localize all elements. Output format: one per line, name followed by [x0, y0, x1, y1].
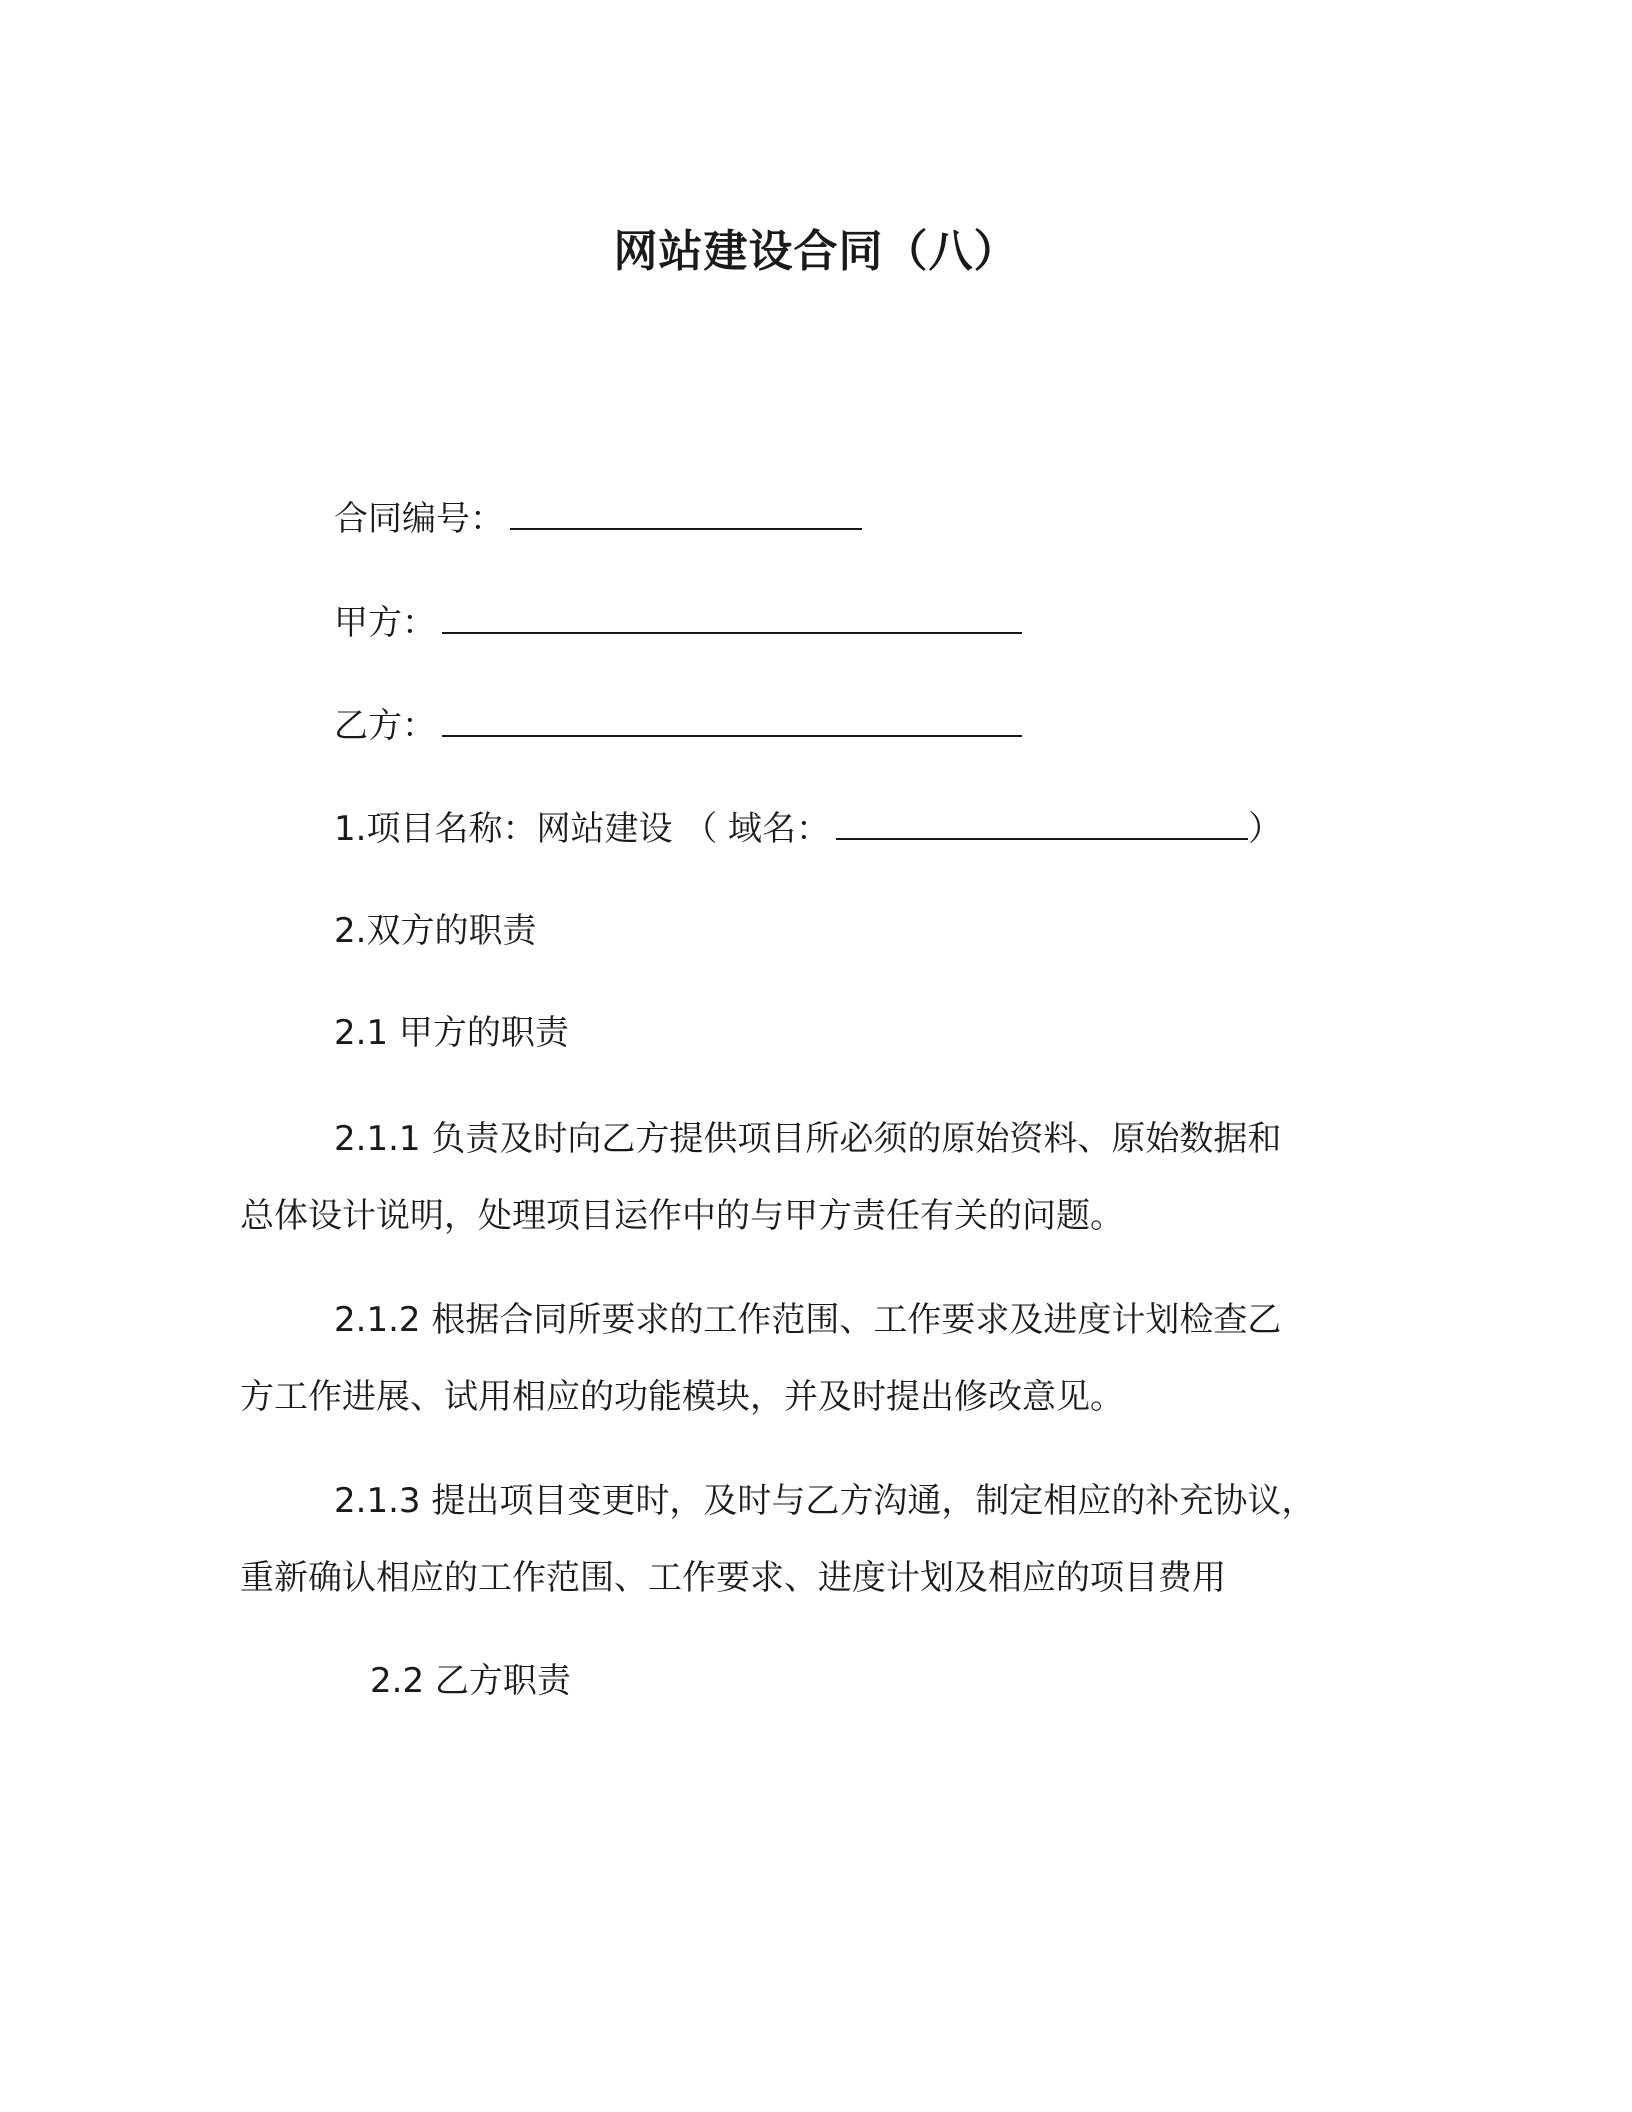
- section-2-2-heading: 2.2 乙方职责: [370, 1661, 571, 1701]
- clause-2-1-3-line-2: 重新确认相应的工作范围、工作要求、进度计划及相应的项目费用: [240, 1558, 1226, 1598]
- clause-2-1-2-line-1: 2.1.2 根据合同所要求的工作范围、工作要求及进度计划检查乙: [334, 1300, 1282, 1340]
- party-b-label: 乙方：: [334, 706, 436, 746]
- project-name-line: [334, 806, 1282, 852]
- party-b-line: [334, 703, 1022, 749]
- section-2-1-heading: 2.1 甲方的职责: [334, 1013, 569, 1053]
- contract-number-blank[interactable]: [510, 498, 862, 530]
- contract-number-label: 合同编号：: [334, 499, 504, 539]
- clause-2-1-1-line-1: 2.1.1 负责及时向乙方提供项目所必须的原始资料、原始数据和: [334, 1119, 1282, 1159]
- party-a-label: 甲方：: [334, 603, 436, 643]
- party-a-blank[interactable]: [442, 602, 1022, 634]
- clause-2-1-1-line-2: 总体设计说明，处理项目运作中的与甲方责任有关的问题。: [240, 1196, 1124, 1236]
- section-2-heading: 2.双方的职责: [334, 911, 537, 951]
- contract-number-line: [334, 496, 862, 542]
- domain-blank[interactable]: [836, 808, 1248, 840]
- project-name-text: 1.项目名称：网站建设 （ 域名：: [334, 809, 831, 849]
- document-title: 网站建设合同（八）: [613, 226, 1019, 277]
- party-a-line: [334, 600, 1022, 646]
- project-name-close: ）: [1248, 809, 1283, 849]
- party-b-blank[interactable]: [442, 705, 1022, 737]
- clause-2-1-2-line-2: 方工作进展、试用相应的功能模块，并及时提出修改意见。: [240, 1377, 1124, 1417]
- clause-2-1-3-line-1: 2.1.3 提出项目变更时，及时与乙方沟通，制定相应的补充协议，: [334, 1481, 1316, 1521]
